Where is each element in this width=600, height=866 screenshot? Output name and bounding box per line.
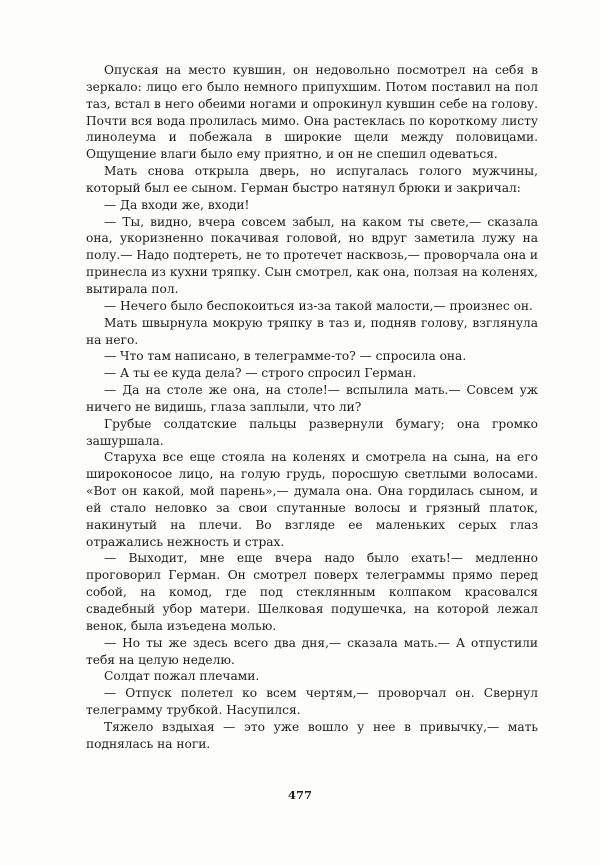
body-text — [86, 62, 538, 753]
paragraph: Тяжело вздыхая — это уже вошло у нее в привычку,— мать поднялась на ноги. — [86, 719, 538, 751]
paragraph: — Да на столе же она, на столе!— вспылила мать.— Совсем уж ничего не видишь, глаза заплыли, что ли? — [86, 383, 538, 414]
paragraph: Мать швырнула мокрую тряпку в таз и, подняв голову, взглянула на него. — [86, 315, 538, 347]
paragraph: — Что там написано, в телеграмме-то? — спросила она. — [104, 349, 467, 364]
paragraph: — Отпуск полетел ко всем чертям,— проворчал он. Свернул телеграмму трубкой. Насупился. — [86, 686, 538, 718]
paragraph: Мать снова открыла дверь, но испугалась голого мужчины, который был ее сыном. Герман быстро натянул брюки и закричал: — [86, 164, 538, 195]
paragraph: — Но ты же здесь всего два дня,— сказала мать.— А отпустили тебя на целую неделю. — [86, 635, 538, 667]
paragraph: Опуская на место кувшин, он недовольно посмотрел на себя в зеркало: лицо его было немного припухшим. Потом поставил на пол таз, встал в него обеими ногами и опрокинул кувшин себе на голову. Почти вся вода пролилась мимо. Она растеклась по короткому листу линолеума и побежала в широкие щели между половицами. Ощущение влаги было ему приятно, и он не спешил одеваться. — [86, 63, 538, 162]
page-number: 477 — [287, 788, 312, 802]
paragraph: — Да входи же, входи! — [104, 197, 250, 212]
paragraph: — А ты ее куда дела? — строго спросил Герман. — [104, 366, 417, 381]
paragraph: Солдат пожал плечами. — [104, 669, 260, 684]
paragraph: Старуха все еще стояла на коленях и смотрела на сына, на его широконосое лицо, на голую грудь, поросшую светлыми волосами. «Вот он какой, мой парень»,— думала она. Она гордилась сыном, и ей стало неловко за свои спутанные волосы и грязный платок, накинутый на плечи. Во взгляде ее маленьких серых глаз отражались нежность и страх. — [86, 450, 538, 549]
paragraph: — Ты, видно, вчера совсем забыл, на каком ты свете,— сказала она, укоризненно покачивая головой, но вдруг заметила лужу на полу.— Надо подтереть, не то протечет насквозь,— проворчала она и принесла из кухни тряпку. Сын смотрел, как она, ползая на коленях, вытирала пол. — [86, 214, 538, 296]
paragraph: — Выходит, мне еще вчера надо было ехать!— медленно проговорил Герман. Он смотрел поверх телеграммы прямо перед собой, на комод, где под стеклянным колпаком красовался свадебный убор матери. Шелковая подушечка, на которой лежал венок, была изъедена молью. — [86, 551, 538, 633]
paragraph: — Нечего было беспокоиться из-за такой малости,— произнес он. — [104, 298, 533, 313]
paragraph: Грубые солдатские пальцы развернули бумагу; она громко зашуршала. — [86, 416, 538, 448]
